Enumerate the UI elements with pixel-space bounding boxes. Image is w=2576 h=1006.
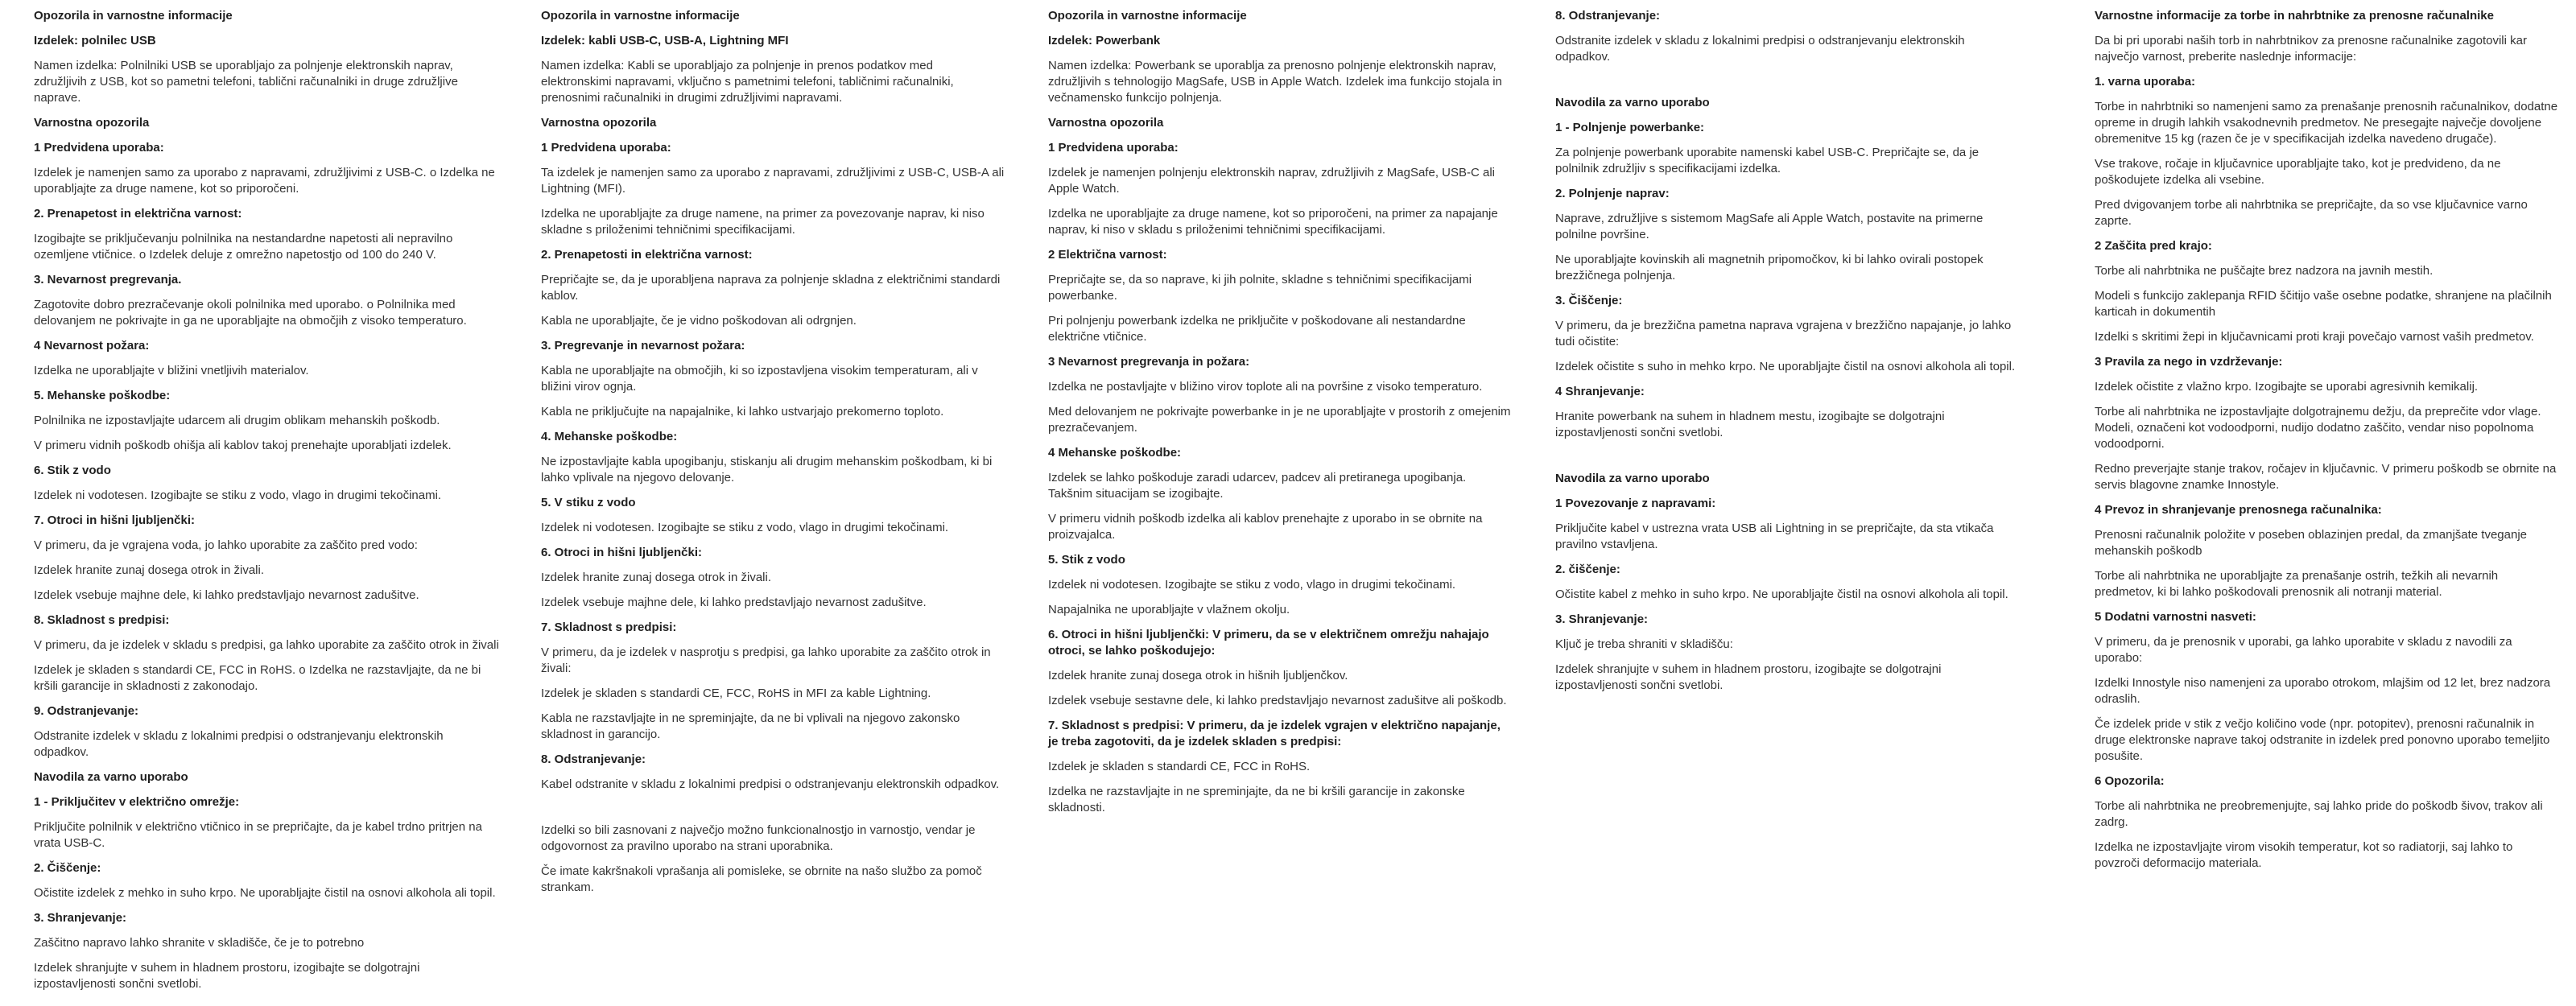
section-heading: 1 Predvidena uporaba: xyxy=(541,141,671,155)
paragraph: V primeru, da je prenosnik v uporabi, ga lahko uporabite v skladu z navodili za uporabo: xyxy=(2095,635,2512,665)
paragraph: Izogibajte se priključevanju polnilnika na nestandardne napetosti ali nepravilno ozemljene vtičnice. o Izdelek deluje z omrežno napetostjo od 100 do 240 V. xyxy=(34,232,453,262)
section-heading: 4 Prevoz in shranjevanje prenosnega računalnika: xyxy=(2095,503,2382,517)
paragraph: V primeru vidnih poškodb ohišja ali kablov takoj prenehajte uporabljati izdelek. xyxy=(34,439,452,452)
section-heading: 3. Nevarnost pregrevanja. xyxy=(34,273,182,287)
section-heading: 8. Odstranjevanje: xyxy=(541,752,646,766)
paragraph: Namen izdelka: Powerbank se uporablja za prenosno polnjenje elektronskih naprav, združljivih s tehnologijo MagSafe, USB in Apple Watch. Izdelek ima funkcijo stojala in večnamensko funkcijo polnjenja. xyxy=(1048,59,1502,105)
spacer xyxy=(541,802,1006,823)
section-heading: Varnostna opozorila xyxy=(541,116,657,130)
paragraph: Izdelka ne postavljajte v bližino virov toplote ali na površine z visoko temperaturo. xyxy=(1048,380,1483,394)
spacer xyxy=(1555,74,2021,95)
paragraph: Izdelek se lahko poškoduje zaradi udarcev, padcev ali pretiranega upogibanja. Takšnim situacijam se izogibajte. xyxy=(1048,471,1467,501)
section-heading: 5 Dodatni varnostni nasveti: xyxy=(2095,610,2256,624)
paragraph: Izdelek je namenjen samo za uporabo z napravami, združljivimi z USB-C. o Izdelka ne uporabljajte za druge namene, kot so priporočeni. xyxy=(34,166,495,196)
section-heading: 3 Nevarnost pregrevanja in požara: xyxy=(1048,355,1250,369)
paragraph: V primeru, da je izdelek v nasprotju s predpisi, ga lahko uporabite za zaščito otrok in živali: xyxy=(541,645,991,675)
paragraph: Redno preverjajte stanje trakov, ročajev in ključavnic. V primeru poškodb se obrnite na servis blagovne znamke Innostyle. xyxy=(2095,462,2557,492)
section-heading: 6. Otroci in hišni ljubljenčki: V primeru, da se v električnem omrežju nahajajo otroci, se lahko poškodujejo: xyxy=(1048,628,1489,658)
section-heading: 1 Povezovanje z napravami: xyxy=(1555,497,1716,510)
paragraph: Torbe ali nahrbtnika ne preobremenjujte, saj lahko pride do poškodb šivov, trakov ali zadrg. xyxy=(2095,799,2543,829)
section-heading: 1 Predvidena uporaba: xyxy=(1048,141,1179,155)
paragraph: Izdelki Innostyle niso namenjeni za uporabo otrokom, mlajšim od 12 let, brez nadzora odraslih. xyxy=(2095,676,2551,706)
section-heading: 7. Otroci in hišni ljubljenčki: xyxy=(34,513,196,527)
column-cables-safety xyxy=(541,8,1006,905)
section-heading: 4 Shranjevanje: xyxy=(1555,385,1645,398)
paragraph: Kabel odstranite v skladu z lokalnimi predpisi o odstranjevanju elektronskih odpadkov. xyxy=(541,777,1000,791)
paragraph: Namen izdelka: Kabli se uporabljajo za polnjenje in prenos podatkov med elektronskimi napravami, vključno s pametnimi telefoni, tabličnimi računalniki, prenosnimi računalniki in drugimi združljivimi napravami. xyxy=(541,59,954,105)
paragraph: Izdelka ne razstavljajte in ne spreminjajte, da ne bi kršili garancije in zakonske skladnosti. xyxy=(1048,785,1465,814)
paragraph: Kabla ne uporabljajte na območjih, ki so izpostavljena visokim temperaturam, ali v bližini virov ognja. xyxy=(541,364,978,394)
paragraph: Polnilnika ne izpostavljajte udarcem ali drugim oblikam mehanskih poškodb. xyxy=(34,414,440,427)
section-heading: Opozorila in varnostne informacije xyxy=(34,9,233,23)
paragraph: Naprave, združljive s sistemom MagSafe ali Apple Watch, postavite na primerne polnilne površine. xyxy=(1555,212,1984,241)
section-heading: 1 Predvidena uporaba: xyxy=(34,141,164,155)
section-heading: Opozorila in varnostne informacije xyxy=(1048,9,1247,23)
paragraph: V primeru, da je izdelek v skladu s predpisi, ga lahko uporabite za zaščito otrok in živali xyxy=(34,638,499,652)
paragraph: Izdelek ni vodotesen. Izogibajte se stiku z vodo, vlago in drugimi tekočinami. xyxy=(1048,578,1456,592)
section-heading: 9. Odstranjevanje: xyxy=(34,704,139,718)
paragraph: Namen izdelka: Polnilniki USB se uporabljajo za polnjenje elektronskih naprav, združljivih z USB, kot so pametni telefoni, tablični računalniki in druge združljive naprave. xyxy=(34,59,458,105)
paragraph: Med delovanjem ne pokrivajte powerbanke in je ne uporabljajte v prostorih z omejenim prezračevanjem. xyxy=(1048,405,1511,435)
paragraph: Izdelek očistite s suho in mehko krpo. Ne uporabljajte čistil na osnovi alkohola ali topil. xyxy=(1555,360,2016,373)
paragraph: Napajalnika ne uporabljajte v vlažnem okolju. xyxy=(1048,603,1290,616)
paragraph: Ne izpostavljajte kabla upogibanju, stiskanju ali drugim mehanskim poškodbam, ki bi lahko vplivale na njegovo delovanje. xyxy=(541,455,993,484)
section-heading: 3 Pravila za nego in vzdrževanje: xyxy=(2095,355,2283,369)
section-heading: 6. Otroci in hišni ljubljenčki: xyxy=(541,546,703,559)
column-powerbank-safety xyxy=(1048,8,1513,825)
paragraph: Kabla ne uporabljajte, če je vidno poškodovan ali odrgnjen. xyxy=(541,314,857,328)
paragraph: Prenosni računalnik položite v poseben oblazinjen predal, da zmanjšate tveganje mehanskih poškodb xyxy=(2095,528,2528,558)
section-heading: 1 - Polnjenje powerbanke: xyxy=(1555,121,1705,134)
section-heading: 5. Stik z vodo xyxy=(1048,553,1125,567)
section-heading: 2. Prenapetost in električna varnost: xyxy=(34,207,242,221)
paragraph: Izdelek shranjujte v suhem in hladnem prostoru, izogibajte se dolgotrajni izpostavljenosti sončni svetlobi. xyxy=(34,961,420,991)
paragraph: Pred dvigovanjem torbe ali nahrbtnika se prepričajte, da so vse ključavnice varno zaprte. xyxy=(2095,198,2528,228)
paragraph: Odstranite izdelek v skladu z lokalnimi predpisi o odstranjevanju elektronskih odpadkov. xyxy=(1555,34,1965,64)
paragraph: Izdelek je skladen s standardi CE, FCC, RoHS in MFI za kable Lightning. xyxy=(541,686,931,700)
paragraph: Odstranite izdelek v skladu z lokalnimi predpisi o odstranjevanju elektronskih odpadkov. xyxy=(34,729,444,759)
section-heading: Navodila za varno uporabo xyxy=(1555,472,1710,485)
section-heading: Opozorila in varnostne informacije xyxy=(541,9,740,23)
section-heading: Varnostne informacije za torbe in nahrbtnike za prenosne računalnike xyxy=(2095,9,2494,23)
section-heading: Navodila za varno uporabo xyxy=(1555,96,1710,109)
paragraph: Kabla ne razstavljajte in ne spreminjajte, da ne bi vplivali na njegovo zakonsko skladnost in garancijo. xyxy=(541,711,960,741)
section-heading: 1. varna uporaba: xyxy=(2095,75,2196,89)
column-usb-charger-safety xyxy=(34,8,499,1001)
paragraph: Priključite polnilnik v električno vtičnico in se prepričajte, da je kabel trdno pritrjen na vrata USB-C. xyxy=(34,820,482,850)
section-heading: 2. Prenapetosti in električna varnost: xyxy=(541,248,753,262)
paragraph: Ključ je treba shraniti v skladišču: xyxy=(1555,637,1733,651)
paragraph: Torbe in nahrbtniki so namenjeni samo za prenašanje prenosnih računalnikov, dodatne opreme in drugih lahkih vsakodnevnih predmetov. Ne presegajte največje dovoljene obremenitve 15 kg (razen če je v specifikacijah izdelka navedeno drugače). xyxy=(2095,100,2558,146)
paragraph: Izdelek je skladen s standardi CE, FCC in RoHS. xyxy=(1048,760,1311,773)
section-heading: 4. Mehanske poškodbe: xyxy=(541,430,678,443)
paragraph: Da bi pri uporabi naših torb in nahrbtnikov za prenosne računalnike zagotovili kar največjo varnost, preberite naslednje informacije: xyxy=(2095,34,2527,64)
section-heading: Izdelek: polnilec USB xyxy=(34,34,156,47)
spacer xyxy=(1555,450,2021,471)
paragraph: Priključite kabel v ustrezna vrata USB ali Lightning in se prepričajte, da sta vtikača pravilno vstavljena. xyxy=(1555,522,1994,551)
section-heading: 2. Polnjenje naprav: xyxy=(1555,187,1670,200)
section-heading: 4 Nevarnost požara: xyxy=(34,339,150,353)
section-heading: 2. čiščenje: xyxy=(1555,563,1620,576)
section-heading: 2 Zaščita pred krajo: xyxy=(2095,239,2212,253)
section-heading: 3. Čiščenje: xyxy=(1555,294,1623,307)
paragraph: Zagotovite dobro prezračevanje okoli polnilnika med uporabo. o Polnilnika med delovanjem ne pokrivajte in ga ne uporabljajte na območjih z visoko temperaturo. xyxy=(34,298,467,328)
paragraph: Izdelek očistite z vlažno krpo. Izogibajte se uporabi agresivnih kemikalij. xyxy=(2095,380,2479,394)
paragraph: Ne uporabljajte kovinskih ali magnetnih pripomočkov, ki bi lahko ovirali postopek brezžičnega polnjenja. xyxy=(1555,253,1984,282)
paragraph: V primeru vidnih poškodb izdelka ali kablov prenehajte z uporabo in se obrnite na proizvajalca. xyxy=(1048,512,1483,542)
section-heading: 3. Shranjevanje: xyxy=(34,911,127,925)
paragraph: Vse trakove, ročaje in ključavnice uporabljajte tako, kot je predvideno, da ne poškodujete izdelka ali vsebine. xyxy=(2095,157,2501,187)
section-heading: 3. Shranjevanje: xyxy=(1555,612,1649,626)
section-heading: Varnostna opozorila xyxy=(34,116,150,130)
paragraph: Izdelka ne uporabljajte za druge namene, kot so priporočeni, na primer za napajanje naprav, ki niso v skladu s priloženimi tehničnimi specifikacijami. xyxy=(1048,207,1498,237)
section-heading: 5. V stiku z vodo xyxy=(541,496,636,509)
column-laptop-bags-safety xyxy=(2095,8,2560,880)
paragraph: Izdelki so bili zasnovani z največjo možno funkcionalnostjo in varnostjo, vendar je odgovornost za pravilno uporabo na strani uporabnika. xyxy=(541,823,976,853)
section-heading: 5. Mehanske poškodbe: xyxy=(34,389,171,402)
paragraph: Ta izdelek je namenjen samo za uporabo z napravami, združljivimi z USB-C, USB-A ali Lightning (MFI). xyxy=(541,166,1005,196)
section-heading: Navodila za varno uporabo xyxy=(34,770,188,784)
section-heading: 8. Skladnost s predpisi: xyxy=(34,613,170,627)
paragraph: Izdelek vsebuje sestavne dele, ki lahko predstavljajo nevarnost zadušitve ali poškodb. xyxy=(1048,694,1507,707)
paragraph: Izdelek hranite zunaj dosega otrok in hišnih ljubljenčkov. xyxy=(1048,669,1348,682)
section-heading: 8. Odstranjevanje: xyxy=(1555,9,1661,23)
section-heading: 1 - Priključitev v električno omrežje: xyxy=(34,795,240,809)
paragraph: Torbe ali nahrbtnika ne izpostavljajte dolgotrajnemu dežju, da preprečite vdor vlage. Modeli, označeni kot vodoodporni, nudijo dodatno zaščito, vendar niso popolnoma vodoodporni. xyxy=(2095,405,2541,451)
paragraph: Izdelka ne uporabljajte za druge namene, na primer za povezovanje naprav, ki niso skladne s priloženimi tehničnimi specifikacijami. xyxy=(541,207,985,237)
column-powerbank-cable-usage xyxy=(1555,8,2021,703)
section-heading: Izdelek: kabli USB-C, USB-A, Lightning MFI xyxy=(541,34,789,47)
paragraph: Hranite powerbank na suhem in hladnem mestu, izogibajte se dolgotrajni izpostavljenosti sončni svetlobi. xyxy=(1555,410,1945,439)
paragraph: Izdelek ni vodotesen. Izogibajte se stiku z vodo, vlago in drugimi tekočinami. xyxy=(541,521,949,534)
section-heading: 7. Skladnost s predpisi: xyxy=(541,621,677,634)
section-heading: 2 Električna varnost: xyxy=(1048,248,1167,262)
section-heading: 7. Skladnost s predpisi: V primeru, da je izdelek vgrajen v električno napajanje, je treba zagotoviti, da je izdelek skladen s predpisi: xyxy=(1048,719,1501,748)
paragraph: Izdelek ni vodotesen. Izogibajte se stiku z vodo, vlago in drugimi tekočinami. xyxy=(34,489,442,502)
paragraph: Izdelek hranite zunaj dosega otrok in živali. xyxy=(34,563,264,577)
section-heading: 6. Stik z vodo xyxy=(34,464,111,477)
paragraph: Pri polnjenju powerbank izdelka ne priključite v poškodovane ali nestandardne električne vtičnice. xyxy=(1048,314,1466,344)
section-heading: 2. Čiščenje: xyxy=(34,861,101,875)
paragraph: Torbe ali nahrbtnika ne uporabljajte za prenašanje ostrih, težkih ali nevarnih predmetov, ki bi lahko poškodovali prenosnik ali notranji material. xyxy=(2095,569,2499,599)
paragraph: Kabla ne priključujte na napajalnike, ki lahko ustvarjajo prekomerno toploto. xyxy=(541,405,944,418)
paragraph: Prepričajte se, da so naprave, ki jih polnite, skladne s tehničnimi specifikacijami powerbanke. xyxy=(1048,273,1472,303)
paragraph: Zaščitno napravo lahko shranite v skladišče, če je to potrebno xyxy=(34,936,365,950)
section-heading: 4 Mehanske poškodbe: xyxy=(1048,446,1182,460)
paragraph: Če imate kakršnakoli vprašanja ali pomisleke, se obrnite na našo službo za pomoč strankam. xyxy=(541,864,982,894)
paragraph: Očistite kabel z mehko in suho krpo. Ne uporabljajte čistil na osnovi alkohola ali topil. xyxy=(1555,588,2008,601)
section-heading: 6 Opozorila: xyxy=(2095,774,2165,788)
paragraph: Če izdelek pride v stik z večjo količino vode (npr. potopitev), prenosni računalnik in druge elektronske naprave takoj odstranite in izdelek pred ponovno uporabo temeljito posušite. xyxy=(2095,717,2550,763)
paragraph: Izdelki s skritimi žepi in ključavnicami proti kraji povečajo varnost vaših predmetov. xyxy=(2095,330,2534,344)
paragraph: Izdelek shranjujte v suhem in hladnem prostoru, izogibajte se dolgotrajni izpostavljenosti sončni svetlobi. xyxy=(1555,662,1942,692)
paragraph: Očistite izdelek z mehko in suho krpo. Ne uporabljajte čistil na osnovi alkohola ali topil. xyxy=(34,886,496,900)
paragraph: V primeru, da je vgrajena voda, jo lahko uporabite za zaščito pred vodo: xyxy=(34,538,418,552)
paragraph: V primeru, da je brezžična pametna naprava vgrajena v brezžično napajanje, jo lahko tudi očistite: xyxy=(1555,319,2012,348)
section-heading: Varnostna opozorila xyxy=(1048,116,1164,130)
section-heading: Izdelek: Powerbank xyxy=(1048,34,1161,47)
paragraph: Modeli s funkcijo zaklepanja RFID ščitijo vaše osebne podatke, shranjene na plačilnih karticah in dokumentih xyxy=(2095,289,2552,319)
paragraph: Izdelek vsebuje majhne dele, ki lahko predstavljajo nevarnost zadušitve. xyxy=(541,596,927,609)
paragraph: Izdelek hranite zunaj dosega otrok in živali. xyxy=(541,571,771,584)
paragraph: Izdelek je skladen s standardi CE, FCC in RoHS. o Izdelka ne razstavljajte, da ne bi kršili garancije in skladnosti z zakonodajo. xyxy=(34,663,481,693)
section-heading: 3. Pregrevanje in nevarnost požara: xyxy=(541,339,745,353)
paragraph: Torbe ali nahrbtnika ne puščajte brez nadzora na javnih mestih. xyxy=(2095,264,2434,278)
paragraph: Prepričajte se, da je uporabljena naprava za polnjenje skladna z električnimi standardi kablov. xyxy=(541,273,1001,303)
paragraph: Izdelek vsebuje majhne dele, ki lahko predstavljajo nevarnost zadušitve. xyxy=(34,588,419,602)
paragraph: Izdelka ne izpostavljajte virom visokih temperatur, kot so radiatorji, saj lahko to povzroči deformacijo materiala. xyxy=(2095,840,2513,870)
paragraph: Za polnjenje powerbank uporabite namenski kabel USB-C. Prepričajte se, da je polnilnik združljiv s specifikacijami izdelka. xyxy=(1555,146,1979,175)
paragraph: Izdelka ne uporabljajte v bližini vnetljivih materialov. xyxy=(34,364,309,377)
paragraph: Izdelek je namenjen polnjenju elektronskih naprav, združljivih z MagSafe, USB-C ali Apple Watch. xyxy=(1048,166,1495,196)
